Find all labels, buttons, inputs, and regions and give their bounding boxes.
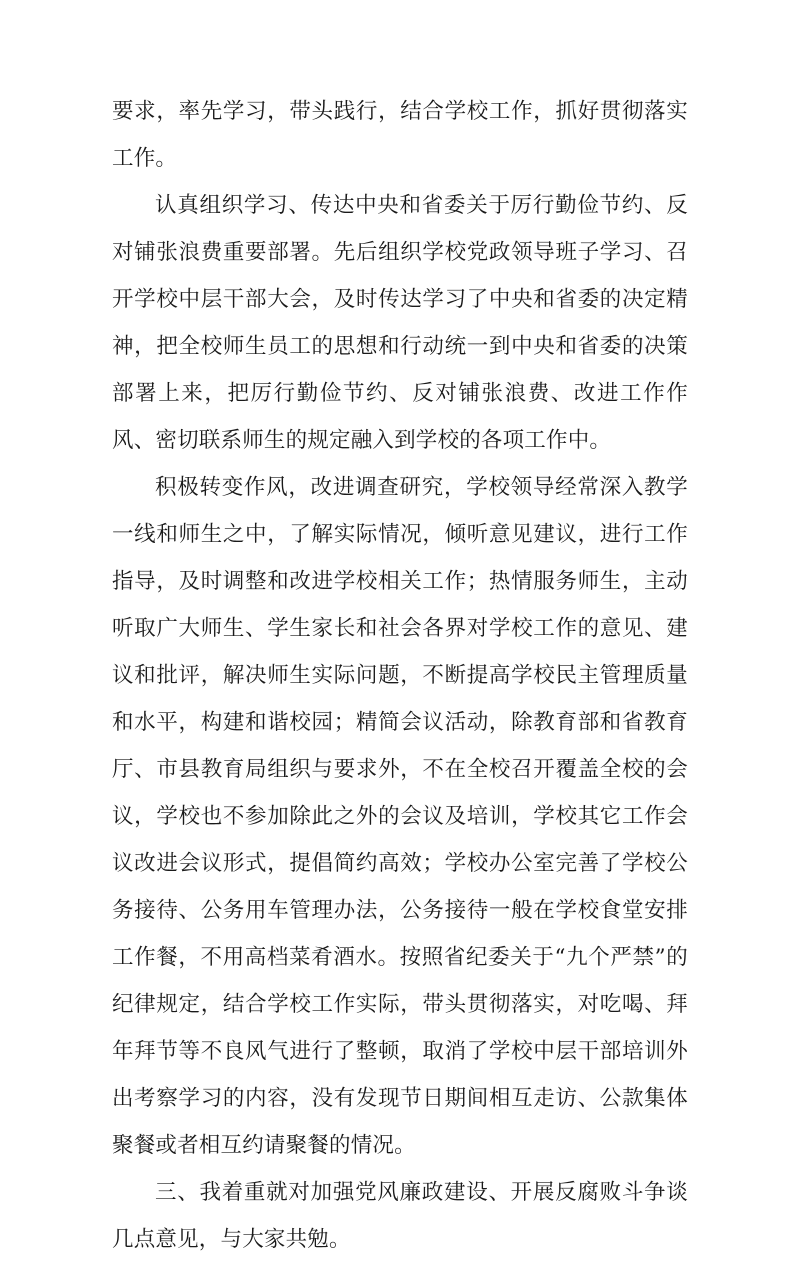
paragraph: 三、我着重就对加强党风廉政建设、开展反腐败斗争谈几点意见，与大家共勉。 — [112, 1180, 688, 1252]
paragraph: 要求，率先学习，带头践行，结合学校工作，抓好贯彻落实工作。 — [112, 99, 688, 171]
paragraph: 认真组织学习、传达中央和省委关于厉行勤俭节约、反对铺张浪费重要部署。先后组织学校党政领导班子学习、召开学校中层干部大会，及时传达学习了中央和省委的决定精神，把全校师生员工的思想和行动统一到中央和省委的决策部署上来，把厉行勤俭节约、反对铺张浪费、改进工作作风、密切联系师生的规定融入到学校的各项工作中。 — [112, 193, 688, 453]
document-body — [112, 88, 688, 1263]
paragraph: 积极转变作风，改进调查研究，学校领导经常深入教学一线和师生之中，了解实际情况，倾听意见建议，进行工作指导，及时调整和改进学校相关工作；热情服务师生，主动听取广大师生、学生家长和社会各界对学校工作的意见、建议和批评，解决师生实际问题，不断提高学校民主管理质量和水平，构建和谐校园；精简会议活动，除教育部和省教育厅、市县教育局组织与要求外，不在全校召开覆盖全校的会议，学校也不参加除此之外的会议及培训，学校其它工作会议改进会议形式，提倡简约高效；学校办公室完善了学校公务接待、公务用车管理办法，公务接待一般在学校食堂安排工作餐，不用高档菜肴酒水。按照省纪委关于“九个严禁”的纪律规定，结合学校工作实际，带头贯彻落实，对吃喝、拜年拜节等不良风气进行了整顿，取消了学校中层干部培训外出考察学习的内容，没有发现节日期间相互走访、公款集体聚餐或者相互约请聚餐的情况。 — [112, 475, 688, 1158]
